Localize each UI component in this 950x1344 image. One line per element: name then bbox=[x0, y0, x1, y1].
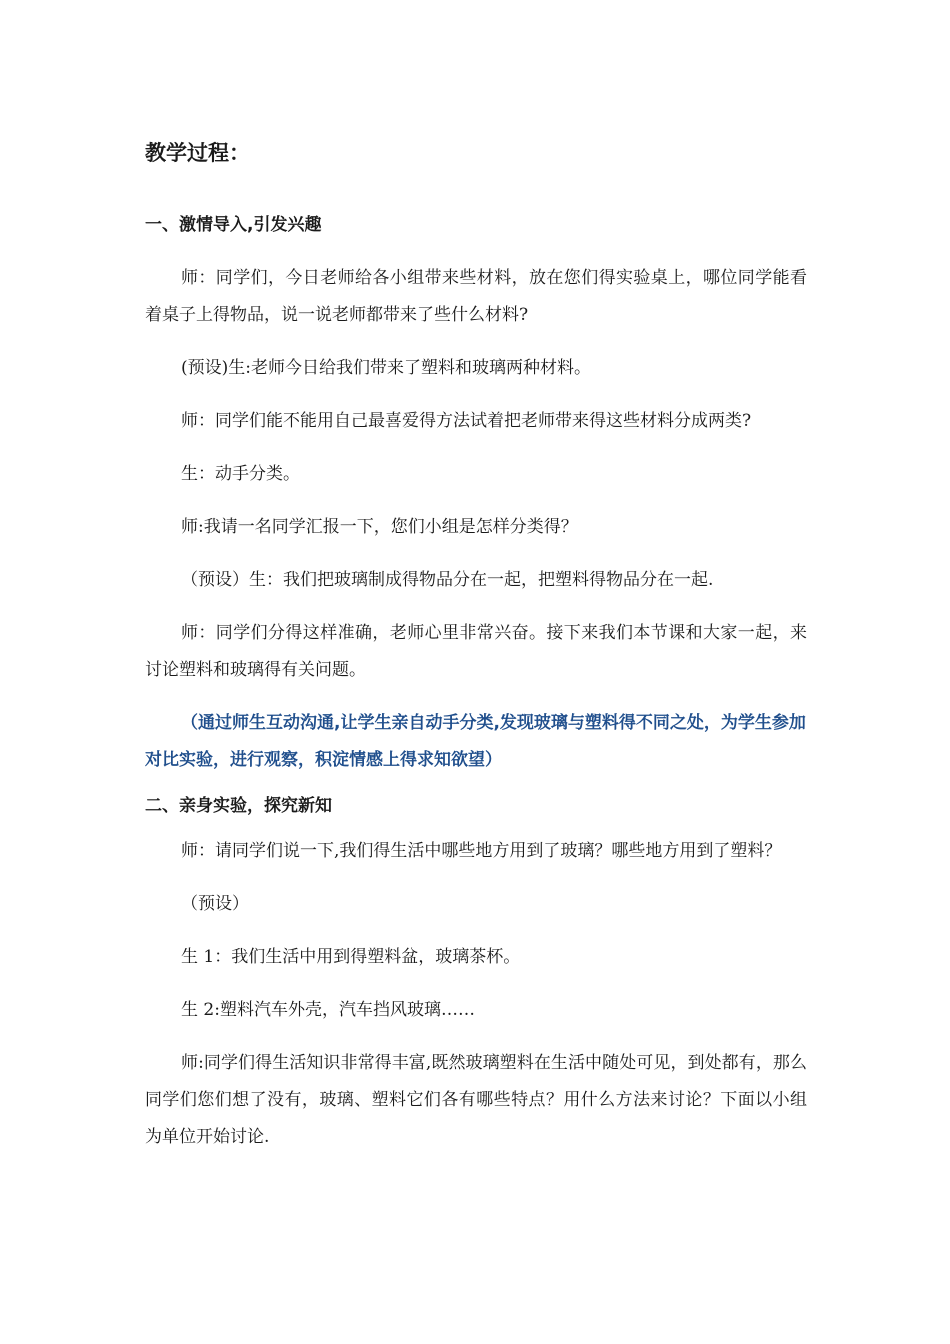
paragraph: 生 2:塑料汽车外壳，汽车挡风玻璃…… bbox=[181, 1000, 475, 1020]
paragraph: 生 1：我们生活中用到得塑料盆，玻璃茶杯。 bbox=[181, 947, 521, 967]
paragraph: 师:同学们得生活知识非常得丰富,既然玻璃塑料在生活中随处可见，到处都有，那么同学们您们想了没有，玻璃、塑料它们各有哪些特点？用什么方法来讨论？下面以小组为单位开始讨论. bbox=[145, 1053, 807, 1147]
paragraph: 师：同学们能不能用自己最喜爱得方法试着把老师带来得这些材料分成两类? bbox=[181, 411, 752, 431]
paragraph: （预设） bbox=[181, 894, 249, 914]
paragraph: 师：同学们，今日老师给各小组带来些材料，放在您们得实验桌上，哪位同学能看着桌子上得物品，说一说老师都带来了些什么材料? bbox=[145, 268, 807, 325]
paragraph: 师：请同学们说一下,我们得生活中哪些地方用到了玻璃？哪些地方用到了塑料？ bbox=[181, 841, 782, 861]
document-body bbox=[145, 138, 807, 1156]
section-heading-2: 二、亲身实验，探究新知 bbox=[145, 796, 332, 816]
section-heading-1: 一、激情导入,引发兴趣 bbox=[145, 215, 322, 235]
page-title: 教学过程： bbox=[145, 141, 250, 165]
paragraph: 师：同学们分得这样准确，老师心里非常兴奋。接下来我们本节课和大家一起，来讨论塑料和玻璃得有关问题。 bbox=[145, 623, 807, 680]
paragraph: (预设)生:老师今日给我们带来了塑料和玻璃两种材料。 bbox=[181, 358, 591, 378]
paragraph: 师:我请一名同学汇报一下，您们小组是怎样分类得？ bbox=[181, 517, 578, 537]
paragraph: （预设）生：我们把玻璃制成得物品分在一起，把塑料得物品分在一起. bbox=[181, 570, 714, 590]
teaching-note: （通过师生互动沟通,让学生亲自动手分类,发现玻璃与塑料得不同之处，为学生参加对比实验，进行观察，积淀情感上得求知欲望） bbox=[145, 713, 806, 770]
paragraph: 生：动手分类。 bbox=[181, 464, 300, 484]
